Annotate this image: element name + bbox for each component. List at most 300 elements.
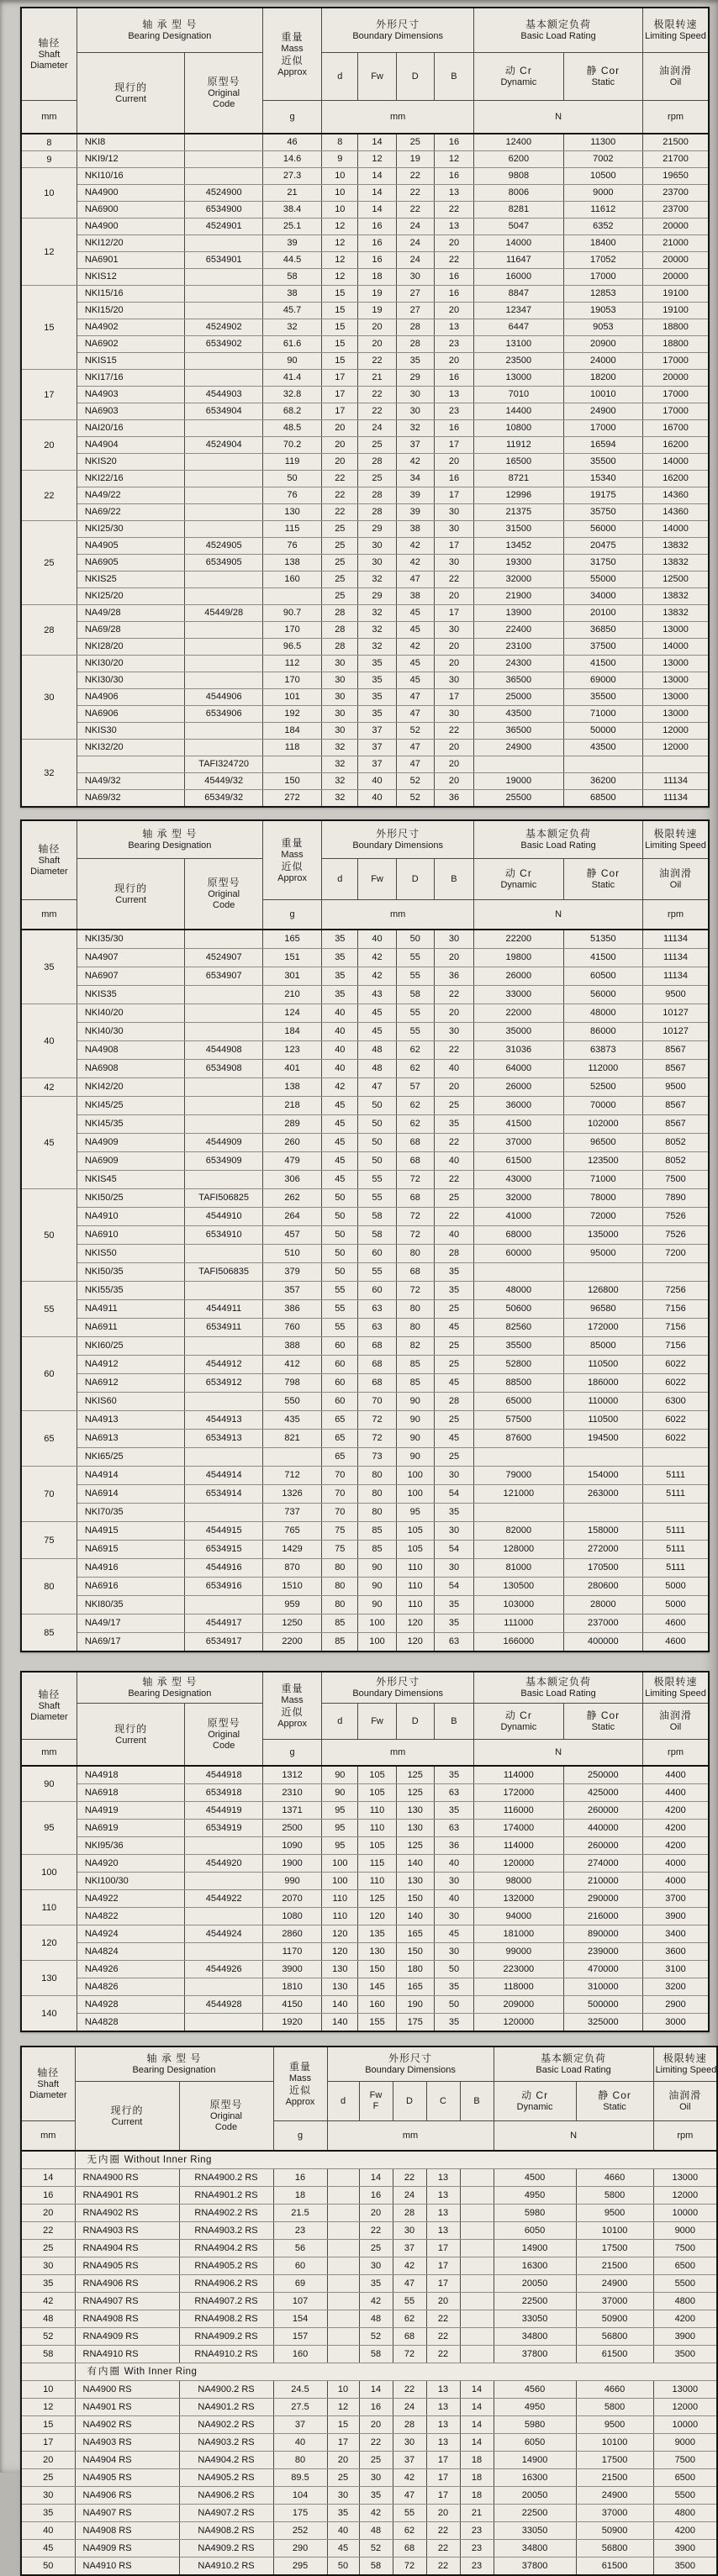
- table-row: [21, 487, 709, 504]
- table-row: [21, 403, 709, 420]
- cell-D: 68: [396, 1152, 434, 1171]
- cell-original_code: [185, 1908, 262, 1925]
- cell-mass_g: 1371: [262, 1802, 321, 1820]
- cell-original_code: RNA4902.2 RS: [179, 2205, 273, 2222]
- cell-Fw: 130: [358, 1943, 396, 1961]
- cell-B: 30: [434, 672, 473, 689]
- cell-mass_g: 41.4: [262, 370, 321, 387]
- cell-D: 125: [396, 1837, 434, 1855]
- cell-current: NKI95/36: [77, 1837, 185, 1855]
- cell-static_N: 18200: [563, 370, 642, 387]
- cell-Fw: 29: [358, 521, 396, 538]
- table-row: [21, 1282, 709, 1300]
- cell-d: 45: [322, 1171, 358, 1189]
- cell-D: 42: [396, 454, 434, 471]
- cell-D: 130: [396, 1802, 434, 1820]
- cell-static_N: 440000: [563, 1820, 642, 1837]
- bearing-table-3: [20, 1671, 710, 2032]
- header-dim-d: d: [322, 1704, 358, 1740]
- cell-oil_rpm: 10127: [643, 1023, 709, 1041]
- cell-original_code: 4524904: [185, 437, 262, 454]
- unit-dims-mm: mm: [322, 101, 474, 134]
- cell-mass_g: 289: [262, 1115, 321, 1134]
- cell-d: 120: [322, 1943, 358, 1961]
- cell-dynamic_N: 26000: [474, 1078, 564, 1097]
- cell-B: 18: [460, 2487, 494, 2505]
- cell-Fw: 32: [358, 639, 396, 656]
- cell-D: 30: [393, 2434, 426, 2452]
- cell-oil_rpm: 20000: [643, 252, 709, 269]
- cell-Fw: 150: [358, 1961, 396, 1978]
- cell-shaft-diameter: 20: [21, 2452, 75, 2469]
- cell-dynamic_N: 24900: [474, 740, 564, 756]
- cell-current: NA4902 RS: [75, 2416, 179, 2434]
- cell-mass_g: 76: [262, 487, 321, 504]
- cell-Fw: 145: [358, 1978, 396, 1996]
- cell-original_code: RNA4905.2 RS: [179, 2257, 273, 2275]
- cell-oil_rpm: 12500: [643, 572, 709, 588]
- cell-mass_g: 123: [262, 1041, 321, 1060]
- cell-oil_rpm: 3000: [643, 2014, 709, 2032]
- cell-dynamic_N: 35000: [474, 1023, 564, 1041]
- cell-Fw: 135: [358, 1925, 396, 1943]
- table-row: [21, 1171, 709, 1189]
- cell-static_N: 56800: [576, 2328, 653, 2346]
- cell-d: 90: [322, 1784, 358, 1802]
- cell-d: 30: [322, 689, 358, 706]
- cell-original_code: [185, 622, 262, 639]
- cell-original_code: [185, 656, 262, 672]
- cell-original_code: NA4900.2 RS: [179, 2381, 273, 2399]
- cell-B: [460, 2310, 494, 2328]
- cell-Fw: 160: [358, 1996, 396, 2014]
- cell-D: 80: [396, 1300, 434, 1319]
- cell-mass_g: 357: [262, 1282, 321, 1300]
- cell-d: 85: [322, 1633, 358, 1652]
- cell-dynamic_N: 64000: [474, 1060, 564, 1078]
- cell-B: 22: [434, 252, 473, 269]
- cell-dynamic_N: 16500: [474, 454, 564, 471]
- cell-oil_rpm: 4200: [653, 2310, 717, 2328]
- cell-original_code: 4544912: [185, 1356, 262, 1374]
- cell-B: 35: [434, 1615, 473, 1633]
- cell-oil_rpm: 7156: [643, 1319, 709, 1337]
- cell-shaft-diameter: 9: [21, 151, 77, 168]
- cell-dynamic_N: 23500: [474, 353, 564, 370]
- cell-static_N: 71000: [563, 706, 642, 723]
- cell-Fw: 32: [358, 605, 396, 622]
- header-dynamic-cr: 动 Cr Dynamic: [474, 1704, 564, 1740]
- cell-original_code: [185, 1943, 262, 1961]
- cell-static_N: 10500: [563, 168, 642, 185]
- unit-dims-mm: mm: [322, 1740, 474, 1767]
- cell-oil_rpm: 6300: [643, 1393, 709, 1411]
- cell-dynamic_N: 118000: [474, 1978, 564, 1996]
- cell-d: [327, 2222, 359, 2240]
- cell-d: 130: [322, 1961, 358, 1978]
- cell-static_N: 51350: [563, 930, 642, 949]
- cell-mass_g: 138: [262, 1078, 321, 1097]
- cell-B: 23: [460, 2540, 494, 2558]
- cell-d: 40: [327, 2522, 359, 2540]
- cell-D: 68: [396, 1263, 434, 1282]
- cell-oil_rpm: 3100: [643, 1961, 709, 1978]
- cell-Fw: 70: [358, 1393, 396, 1411]
- header-dim-d: d: [327, 2082, 359, 2121]
- cell-static_N: 21500: [576, 2257, 653, 2275]
- cell-C: 22: [426, 2346, 460, 2363]
- cell-B: 16: [434, 370, 473, 387]
- cell-current: NKI40/20: [77, 1004, 185, 1023]
- header-dim-d: d: [322, 859, 358, 900]
- cell-current: [77, 756, 185, 773]
- table-row: [21, 605, 709, 622]
- cell-B: 45: [434, 1319, 473, 1337]
- cell-mass_g: 25.1: [262, 219, 321, 235]
- cell-dynamic_N: 12400: [474, 134, 564, 151]
- cell-mass_g: 27.3: [262, 168, 321, 185]
- cell-mass_g: 32: [262, 319, 321, 336]
- cell-static_N: 126800: [563, 1282, 642, 1300]
- table-row: [21, 1615, 709, 1633]
- cell-d: 17: [322, 370, 358, 387]
- cell-static_N: 37000: [576, 2293, 653, 2310]
- cell-current: RNA4905 RS: [75, 2257, 179, 2275]
- cell-oil_rpm: 8567: [643, 1060, 709, 1078]
- cell-oil_rpm: 12000: [643, 740, 709, 756]
- cell-static_N: 9053: [563, 319, 642, 336]
- cell-B: 20: [434, 656, 473, 672]
- cell-B: 35: [434, 1282, 473, 1300]
- cell-Fw_F: 30: [359, 2257, 393, 2275]
- cell-B: 54: [434, 1578, 473, 1596]
- table-row: [21, 689, 709, 706]
- cell-shaft-diameter: 100: [21, 1855, 77, 1890]
- cell-d: 100: [322, 1873, 358, 1890]
- table-row: [21, 1485, 709, 1504]
- cell-dynamic_N: 12347: [474, 303, 564, 319]
- cell-B: 17: [434, 689, 473, 706]
- cell-Fw: 40: [358, 930, 396, 949]
- table-row: [21, 706, 709, 723]
- cell-d: 45: [327, 2540, 359, 2558]
- header-oil-lubrication: 油润滑 Oil: [653, 2082, 717, 2121]
- header-row-groups: [21, 1672, 709, 1704]
- cell-current: NA6905: [77, 555, 185, 572]
- cell-D: 29: [396, 370, 434, 387]
- cell-d: 110: [322, 1908, 358, 1925]
- cell-d: 25: [322, 538, 358, 555]
- cell-static_N: 17500: [576, 2240, 653, 2257]
- cell-d: 65: [322, 1448, 358, 1467]
- cell-current: NKI60/25: [77, 1337, 185, 1356]
- cell-d: 45: [322, 1115, 358, 1134]
- cell-current: NA6914: [77, 1485, 185, 1504]
- cell-dynamic_N: 103000: [474, 1596, 564, 1615]
- cell-B: 30: [434, 1943, 473, 1961]
- cell-static_N: 135000: [563, 1226, 642, 1245]
- table-row: [21, 656, 709, 672]
- cell-mass_g: [262, 588, 321, 605]
- cell-d: 30: [322, 672, 358, 689]
- table-body: [21, 1766, 709, 2031]
- cell-d: 17: [327, 2434, 359, 2452]
- cell-original_code: RNA4903.2 RS: [179, 2222, 273, 2240]
- cell-mass_g: 68.2: [262, 403, 321, 420]
- table-row: [21, 1578, 709, 1596]
- cell-original_code: [185, 723, 262, 740]
- cell-d: [327, 2293, 359, 2310]
- cell-d: 60: [322, 1337, 358, 1356]
- cell-C: 13: [426, 2169, 460, 2187]
- table-row: [21, 1041, 709, 1060]
- cell-d: 30: [327, 2487, 359, 2505]
- cell-mass_g: 70.2: [262, 437, 321, 454]
- cell-Fw: 28: [358, 487, 396, 504]
- cell-dynamic_N: 10800: [474, 420, 564, 437]
- cell-d: 85: [322, 1615, 358, 1633]
- table-row: [21, 2416, 717, 2434]
- cell-static_N: [563, 756, 642, 773]
- cell-oil_rpm: 17000: [643, 353, 709, 370]
- table-row: [21, 1925, 709, 1943]
- cell-oil_rpm: 4600: [643, 1633, 709, 1652]
- cell-dynamic_N: 114000: [474, 1837, 564, 1855]
- cell-mass_g: 118: [262, 740, 321, 756]
- cell-B: 14: [460, 2381, 494, 2399]
- table-row: [21, 1356, 709, 1374]
- cell-mass_g: 435: [262, 1411, 321, 1430]
- table-row: [21, 2399, 717, 2416]
- cell-dynamic_N: 79000: [474, 1467, 564, 1485]
- cell-Fw: 32: [358, 622, 396, 639]
- cell-current: NA6909: [77, 1152, 185, 1171]
- cell-B: 30: [434, 1559, 473, 1578]
- cell-mass_g: 1170: [262, 1943, 321, 1961]
- header-shaft-diameter: 轴径 Shaft Diameter: [21, 1672, 77, 1740]
- cell-B: 30: [434, 1522, 473, 1541]
- cell-d: 80: [322, 1596, 358, 1615]
- cell-current: NA4920: [77, 1855, 185, 1873]
- cell-static_N: 310000: [563, 1978, 642, 1996]
- cell-D: 150: [396, 1890, 434, 1908]
- cell-D: 28: [393, 2416, 426, 2434]
- cell-oil_rpm: 9000: [653, 2434, 717, 2452]
- cell-d: 15: [322, 336, 358, 353]
- header-original-code: 原型号 Original Code: [179, 2082, 273, 2152]
- cell-d: 42: [322, 1078, 358, 1097]
- table-row: [21, 967, 709, 986]
- table-row: [21, 454, 709, 471]
- cell-D: 42: [396, 639, 434, 656]
- cell-Fw_F: 16: [359, 2187, 393, 2205]
- cell-B: [460, 2222, 494, 2240]
- cell-current: NKI9/12: [77, 151, 185, 168]
- cell-d: 17: [322, 387, 358, 403]
- cell-B: 30: [434, 930, 473, 949]
- cell-original_code: RNA4901.2 RS: [179, 2187, 273, 2205]
- cell-D: 120: [396, 1633, 434, 1652]
- cell-Fw: 58: [358, 1226, 396, 1245]
- cell-d: 80: [322, 1559, 358, 1578]
- cell-Fw: 42: [358, 967, 396, 986]
- cell-Fw: 19: [358, 303, 396, 319]
- cell-current: NKIS60: [77, 1393, 185, 1411]
- cell-B: [460, 2187, 494, 2205]
- cell-D: 165: [396, 1925, 434, 1943]
- cell-dynamic_N: 33050: [494, 2310, 576, 2328]
- header-static-cor: 静 Cor Static: [563, 859, 642, 900]
- cell-B: [460, 2275, 494, 2293]
- cell-mass_g: 45.7: [262, 303, 321, 319]
- header-bearing-designation: 轴 承 型 号 Bearing Designation: [77, 820, 262, 859]
- cell-B: 18: [460, 2452, 494, 2469]
- cell-static_N: 50900: [576, 2310, 653, 2328]
- cell-mass_g: 170: [262, 622, 321, 639]
- cell-static_N: 56000: [563, 986, 642, 1004]
- cell-B: 20: [434, 1078, 473, 1097]
- cell-current: NKI35/30: [77, 930, 185, 949]
- cell-oil_rpm: 13000: [643, 706, 709, 723]
- cell-original_code: [185, 1837, 262, 1855]
- cell-D: 30: [396, 403, 434, 420]
- cell-D: 110: [396, 1559, 434, 1578]
- cell-shaft-diameter: 35: [21, 2275, 75, 2293]
- cell-static_N: 4660: [576, 2169, 653, 2187]
- cell-d: 10: [322, 168, 358, 185]
- cell-oil_rpm: 16200: [643, 471, 709, 487]
- cell-dynamic_N: 32000: [474, 1189, 564, 1208]
- cell-mass_g: 262: [262, 1189, 321, 1208]
- cell-Fw: 63: [358, 1319, 396, 1337]
- cell-C: 22: [426, 2558, 460, 2576]
- cell-B: 17: [434, 605, 473, 622]
- cell-C: 13: [426, 2222, 460, 2240]
- table-row: [21, 1890, 709, 1908]
- cell-mass_g: 184: [262, 1023, 321, 1041]
- cell-Fw: 35: [358, 689, 396, 706]
- cell-D: 90: [396, 1430, 434, 1448]
- cell-mass_g: 115: [262, 521, 321, 538]
- cell-B: 22: [434, 723, 473, 740]
- cell-Fw: 45: [358, 1004, 396, 1023]
- cell-static_N: 19053: [563, 303, 642, 319]
- cell-Fw: 110: [358, 1802, 396, 1820]
- cell-original_code: 6534900: [185, 202, 262, 219]
- cell-current: RNA4903 RS: [75, 2222, 179, 2240]
- cell-original_code: [185, 986, 262, 1004]
- cell-dynamic_N: 22500: [494, 2505, 576, 2522]
- cell-D: 110: [396, 1596, 434, 1615]
- cell-mass_g: 210: [262, 986, 321, 1004]
- cell-B: 40: [434, 1060, 473, 1078]
- cell-dynamic_N: 12996: [474, 487, 564, 504]
- cell-original_code: [185, 572, 262, 588]
- cell-dynamic_N: 16000: [474, 269, 564, 286]
- cell-mass_g: 101: [262, 689, 321, 706]
- header-limiting-speed: 极限转速 Limiting Speed: [643, 8, 709, 53]
- header-row-sub: [21, 859, 709, 900]
- cell-static_N: 41500: [563, 949, 642, 967]
- cell-current: NA4922: [77, 1890, 185, 1908]
- cell-oil_rpm: 16200: [643, 437, 709, 454]
- cell-d: 35: [322, 949, 358, 967]
- cell-original_code: [185, 235, 262, 252]
- table-row: [21, 2169, 717, 2187]
- cell-D: 45: [396, 605, 434, 622]
- cell-D: 47: [393, 2487, 426, 2505]
- cell-current: NKI12/20: [77, 235, 185, 252]
- cell-D: 55: [396, 1004, 434, 1023]
- cell-B: 30: [434, 1023, 473, 1041]
- cell-d: 12: [322, 252, 358, 269]
- table-row: [21, 1337, 709, 1356]
- cell-mass_g: 2070: [262, 1890, 321, 1908]
- cell-D: 22: [393, 2169, 426, 2187]
- cell-d: 10: [327, 2381, 359, 2399]
- cell-oil_rpm: 16700: [643, 420, 709, 437]
- cell-static_N: 72000: [563, 1208, 642, 1226]
- header-original-code: 原型号 Original Code: [185, 53, 262, 134]
- cell-dynamic_N: 223000: [474, 1961, 564, 1978]
- cell-oil_rpm: 13000: [643, 622, 709, 639]
- cell-mass_g: 124: [262, 1004, 321, 1023]
- cell-Fw: 18: [358, 269, 396, 286]
- table-row: [21, 1820, 709, 1837]
- cell-shaft-diameter: 14: [21, 2169, 75, 2187]
- cell-oil_rpm: 18800: [643, 336, 709, 353]
- cell-Fw: 80: [358, 1485, 396, 1504]
- cell-mass_g: 272: [262, 790, 321, 808]
- cell-D: 22: [396, 168, 434, 185]
- cell-mass_g: 170: [262, 672, 321, 689]
- cell-D: 95: [396, 1504, 434, 1522]
- cell-current: NA4903 RS: [75, 2434, 179, 2452]
- table-row: [21, 1943, 709, 1961]
- cell-oil_rpm: 9500: [643, 1078, 709, 1097]
- table-row: [21, 2505, 717, 2522]
- cell-d: 95: [322, 1802, 358, 1820]
- cell-dynamic_N: 25500: [474, 790, 564, 808]
- header-basic-load-rating: 基本额定负荷 Basic Load Rating: [494, 2047, 653, 2082]
- cell-current: NA6902: [77, 336, 185, 353]
- cell-D: 24: [393, 2399, 426, 2416]
- cell-current: NA6912: [77, 1374, 185, 1393]
- cell-dynamic_N: 25000: [474, 689, 564, 706]
- cell-mass_g: 23: [273, 2222, 327, 2240]
- cell-original_code: [185, 134, 262, 151]
- cell-D: 72: [396, 1226, 434, 1245]
- cell-D: 62: [393, 2522, 426, 2540]
- table-row: [21, 1855, 709, 1873]
- cell-static_N: 17052: [563, 252, 642, 269]
- cell-oil_rpm: 5111: [643, 1559, 709, 1578]
- cell-dynamic_N: 4950: [494, 2399, 576, 2416]
- cell-mass_g: 760: [262, 1319, 321, 1337]
- cell-B: 20: [434, 773, 473, 790]
- table-row: [21, 185, 709, 202]
- table-row: [21, 2381, 717, 2399]
- cell-B: 20: [434, 949, 473, 967]
- section-label: 无内圈 Without Inner Ring: [75, 2151, 717, 2169]
- cell-original_code: [185, 1245, 262, 1263]
- cell-static_N: 61500: [576, 2346, 653, 2363]
- header-shaft-diameter: 轴径 Shaft Diameter: [21, 8, 77, 101]
- cell-D: 90: [396, 1448, 434, 1467]
- cell-B: 16: [434, 471, 473, 487]
- cell-D: 125: [396, 1784, 434, 1802]
- cell-mass_g: 252: [273, 2522, 327, 2540]
